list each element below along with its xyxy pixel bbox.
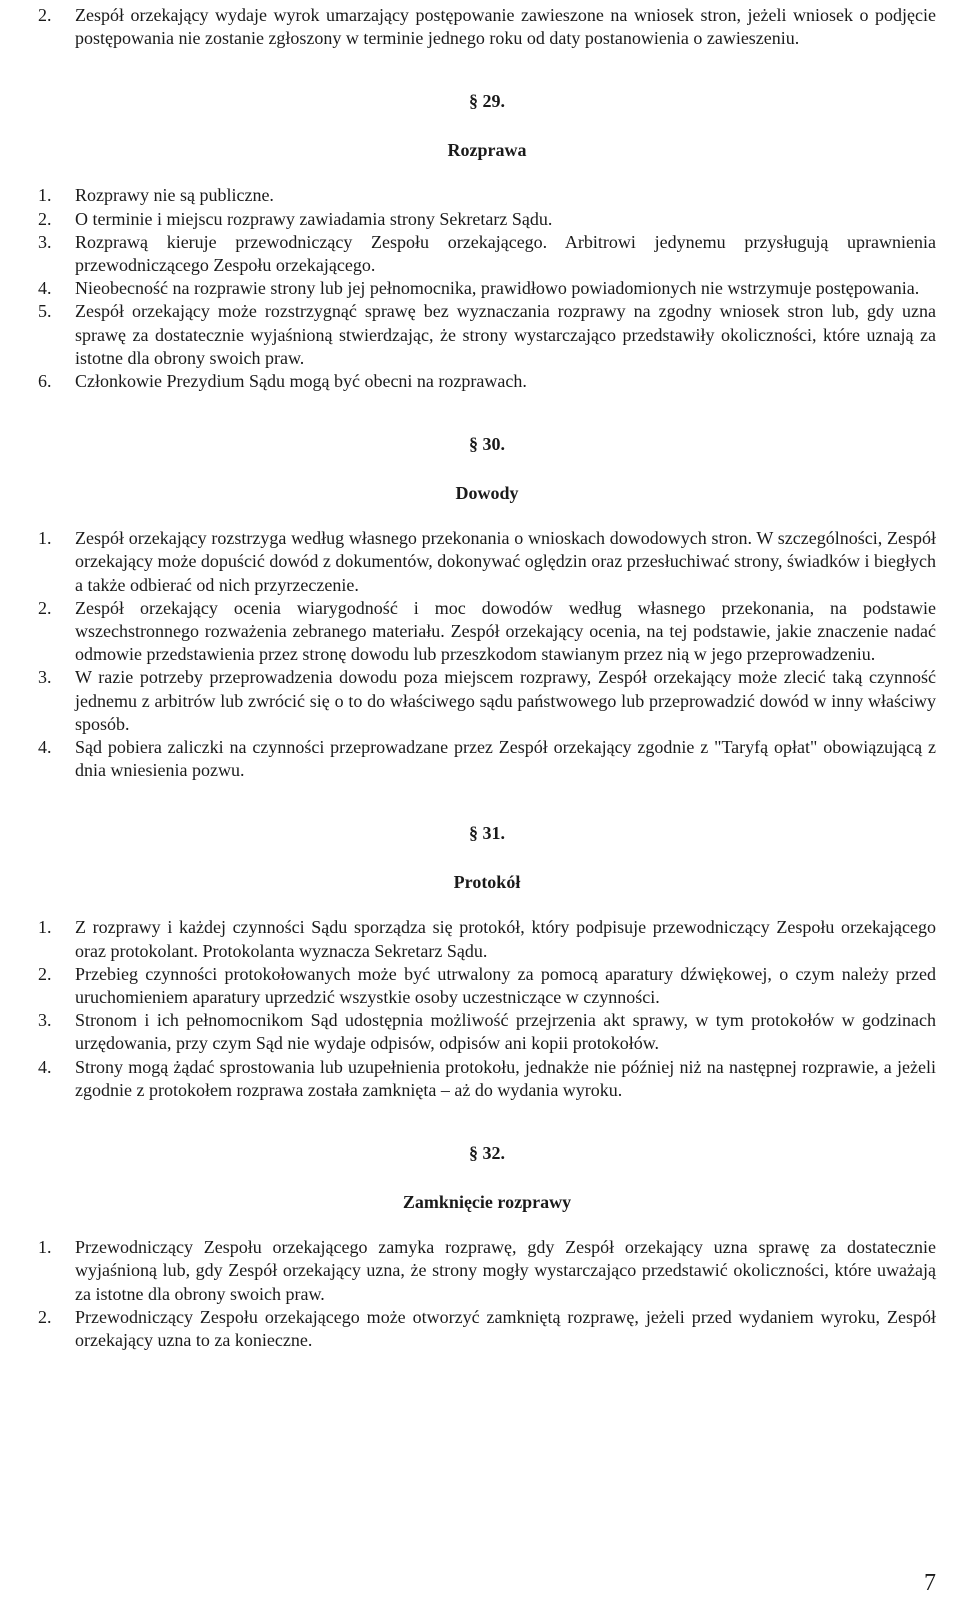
list-item <box>38 1306 936 1352</box>
item-text: O terminie i miejscu rozprawy zawiadamia strony Sekretarz Sądu. <box>75 208 553 229</box>
section-29-list <box>38 184 936 393</box>
list-item <box>38 1236 936 1306</box>
list-item <box>38 277 936 300</box>
item-number: 6. <box>38 371 52 392</box>
item-number: 2. <box>38 5 52 25</box>
list-item <box>38 184 936 207</box>
section-32 <box>38 1142 936 1214</box>
item-number: 2. <box>38 208 52 229</box>
section-31-list <box>38 916 936 1102</box>
section-title: Rozprawa <box>447 140 527 161</box>
item-number: 3. <box>38 667 52 688</box>
list-item <box>38 1009 936 1055</box>
item-number: 4. <box>38 1056 52 1077</box>
item-text: Rozprawą kieruje przewodniczący Zespołu orzekającego. Arbitrowi jedynemu przysługują uprawnienia przewodniczącego Zespołu orzekającego. <box>75 231 936 276</box>
list-item <box>38 666 936 736</box>
list-item <box>38 370 936 393</box>
section-31 <box>38 822 936 894</box>
section-30 <box>38 433 936 505</box>
item-text: Z rozprawy i każdej czynności Sądu sporządza się protokół, który podpisuje przewodniczący Zespołu orzekającego oraz protokolant. Protokolanta wyznacza Sekretarz Sądu. <box>75 917 936 961</box>
item-text: Zespół orzekający ocenia wiarygodność i moc dowodów według własnego przekonania, na podstawie wszechstronnego rozważenia zebranego materiału. Zespół orzekający ocenia, na tej podstawie, jakie znaczenie nadać odmowie przedstawienia przez stronę dowodu lub przeszkodom stawianym przez nią w jego przeprowadzeniu. <box>75 597 936 665</box>
item-text: Zespół orzekający rozstrzyga według własnego przekonania o wnioskach dowodowych stron. W szczególności, Zespół orzekający może dopuścić dowód z dokumentów, dokonywać oględzin oraz przesłuchiwać strony, świadków i biegłych a także odbierać od nich przyrzeczenie. <box>75 528 936 595</box>
item-text: Przewodniczący Zespołu orzekającego może otworzyć zamkniętą rozprawę, jeżeli przed wydaniem wyroku, Zespół orzekający uzna to za konieczne. <box>75 1306 936 1350</box>
item-number: 3. <box>38 1010 52 1031</box>
item-text: Członkowie Prezydium Sądu mogą być obecni na rozprawach. <box>75 371 527 392</box>
item-number: 4. <box>38 278 52 299</box>
item-number: 1. <box>38 528 52 549</box>
list-item <box>38 916 936 962</box>
item-number: 3. <box>38 231 52 252</box>
item-number: 2. <box>38 963 52 984</box>
list-item <box>38 208 936 231</box>
item-text: Zespół orzekający wydaje wyrok umarzający postępowanie zawieszone na wniosek stron, jeżeli wniosek o podjęcie postępowania nie zostanie zgłoszony w terminie jednego roku od daty postanowienia o zawieszeniu. <box>75 5 936 49</box>
section-32-list <box>38 1236 936 1352</box>
item-number: 1. <box>38 917 52 938</box>
list-item <box>38 527 936 597</box>
item-text: Zespół orzekający może rozstrzygnąć sprawę bez wyznaczania rozprawy na zgodny wniosek stron lub, gdy uzna sprawę za dostatecznie wyjaśnioną stwierdzając, że strony wystarczająco przedstawiły okoliczności, które uznają za istotne dla obrony swoich praw. <box>75 301 936 368</box>
section-number: § 32. <box>469 1143 505 1164</box>
item-text: Stronom i ich pełnomocnikom Sąd udostępnia możliwość przejrzenia akt sprawy, w tym protokołów w godzinach urzędowania, przy czym Sąd nie wydaje odpisów, odpisów ani kopii protokołów. <box>75 1010 936 1054</box>
item-text: Sąd pobiera zaliczki na czynności przeprowadzane przez Zespół orzekający zgodnie z "Taryfą opłat" obowiązującą z dnia wniesienia pozwu. <box>75 737 936 781</box>
section-29 <box>38 90 936 162</box>
section-30-list <box>38 527 936 782</box>
list-item <box>38 597 936 667</box>
item-number: 5. <box>38 301 52 322</box>
item-text: Nieobecność na rozprawie strony lub jej pełnomocnika, prawidłowo powiadomionych nie wstrzymuje postępowania. <box>75 278 920 299</box>
section-title: Dowody <box>455 483 519 504</box>
list-item <box>38 963 936 1009</box>
item-number: 2. <box>38 597 52 618</box>
list-item <box>38 231 936 277</box>
item-number: 4. <box>38 737 52 758</box>
item-text: Rozprawy nie są publiczne. <box>75 185 274 206</box>
section-title: Zamknięcie rozprawy <box>402 1192 572 1213</box>
list-item <box>38 736 936 782</box>
section-number: § 29. <box>469 91 505 112</box>
item-number: 1. <box>38 1237 52 1258</box>
item-text: Przebieg czynności protokołowanych może być utrwalony za pomocą aparatury dźwiękowej, o czym należy przed uruchomieniem aparatury uprzedzić wszystkie osoby uczestniczące w czynności. <box>75 963 936 1008</box>
section-number: § 30. <box>469 434 505 455</box>
item-text: W razie potrzeby przeprowadzenia dowodu poza miejscem rozprawy, Zespół orzekający może zlecić taką czynność jednemu z arbitrów lub zwrócić się o to do właściwego sądu państwowego lub przeprowadzić dowód w inny właściwy sposób. <box>75 667 936 734</box>
item-text: Strony mogą żądać sprostowania lub uzupełnienia protokołu, jednakże nie później niż na następnej rozprawie, a jeżeli zgodnie z protokołem rozprawa została zamknięta – aż do wydania wyroku. <box>75 1056 936 1100</box>
item-number: 1. <box>38 185 52 206</box>
page-number: 7 <box>924 1570 936 1596</box>
section-number: § 31. <box>469 823 505 844</box>
document-page <box>38 0 936 1352</box>
list-item <box>38 300 936 370</box>
item-number: 2. <box>38 1306 52 1327</box>
intro-list <box>38 4 936 50</box>
item-text: Przewodniczący Zespołu orzekającego zamyka rozprawę, gdy Zespół orzekający uzna sprawę za dostatecznie wyjaśnioną lub, gdy Zespół orzekający uzna, że strony mogły wystarczająco przedstawić okoliczności, które uważają za istotne dla obrony swoich praw. <box>75 1237 936 1304</box>
list-item <box>38 1056 936 1102</box>
section-title: Protokół <box>453 872 521 893</box>
list-item <box>38 4 936 50</box>
